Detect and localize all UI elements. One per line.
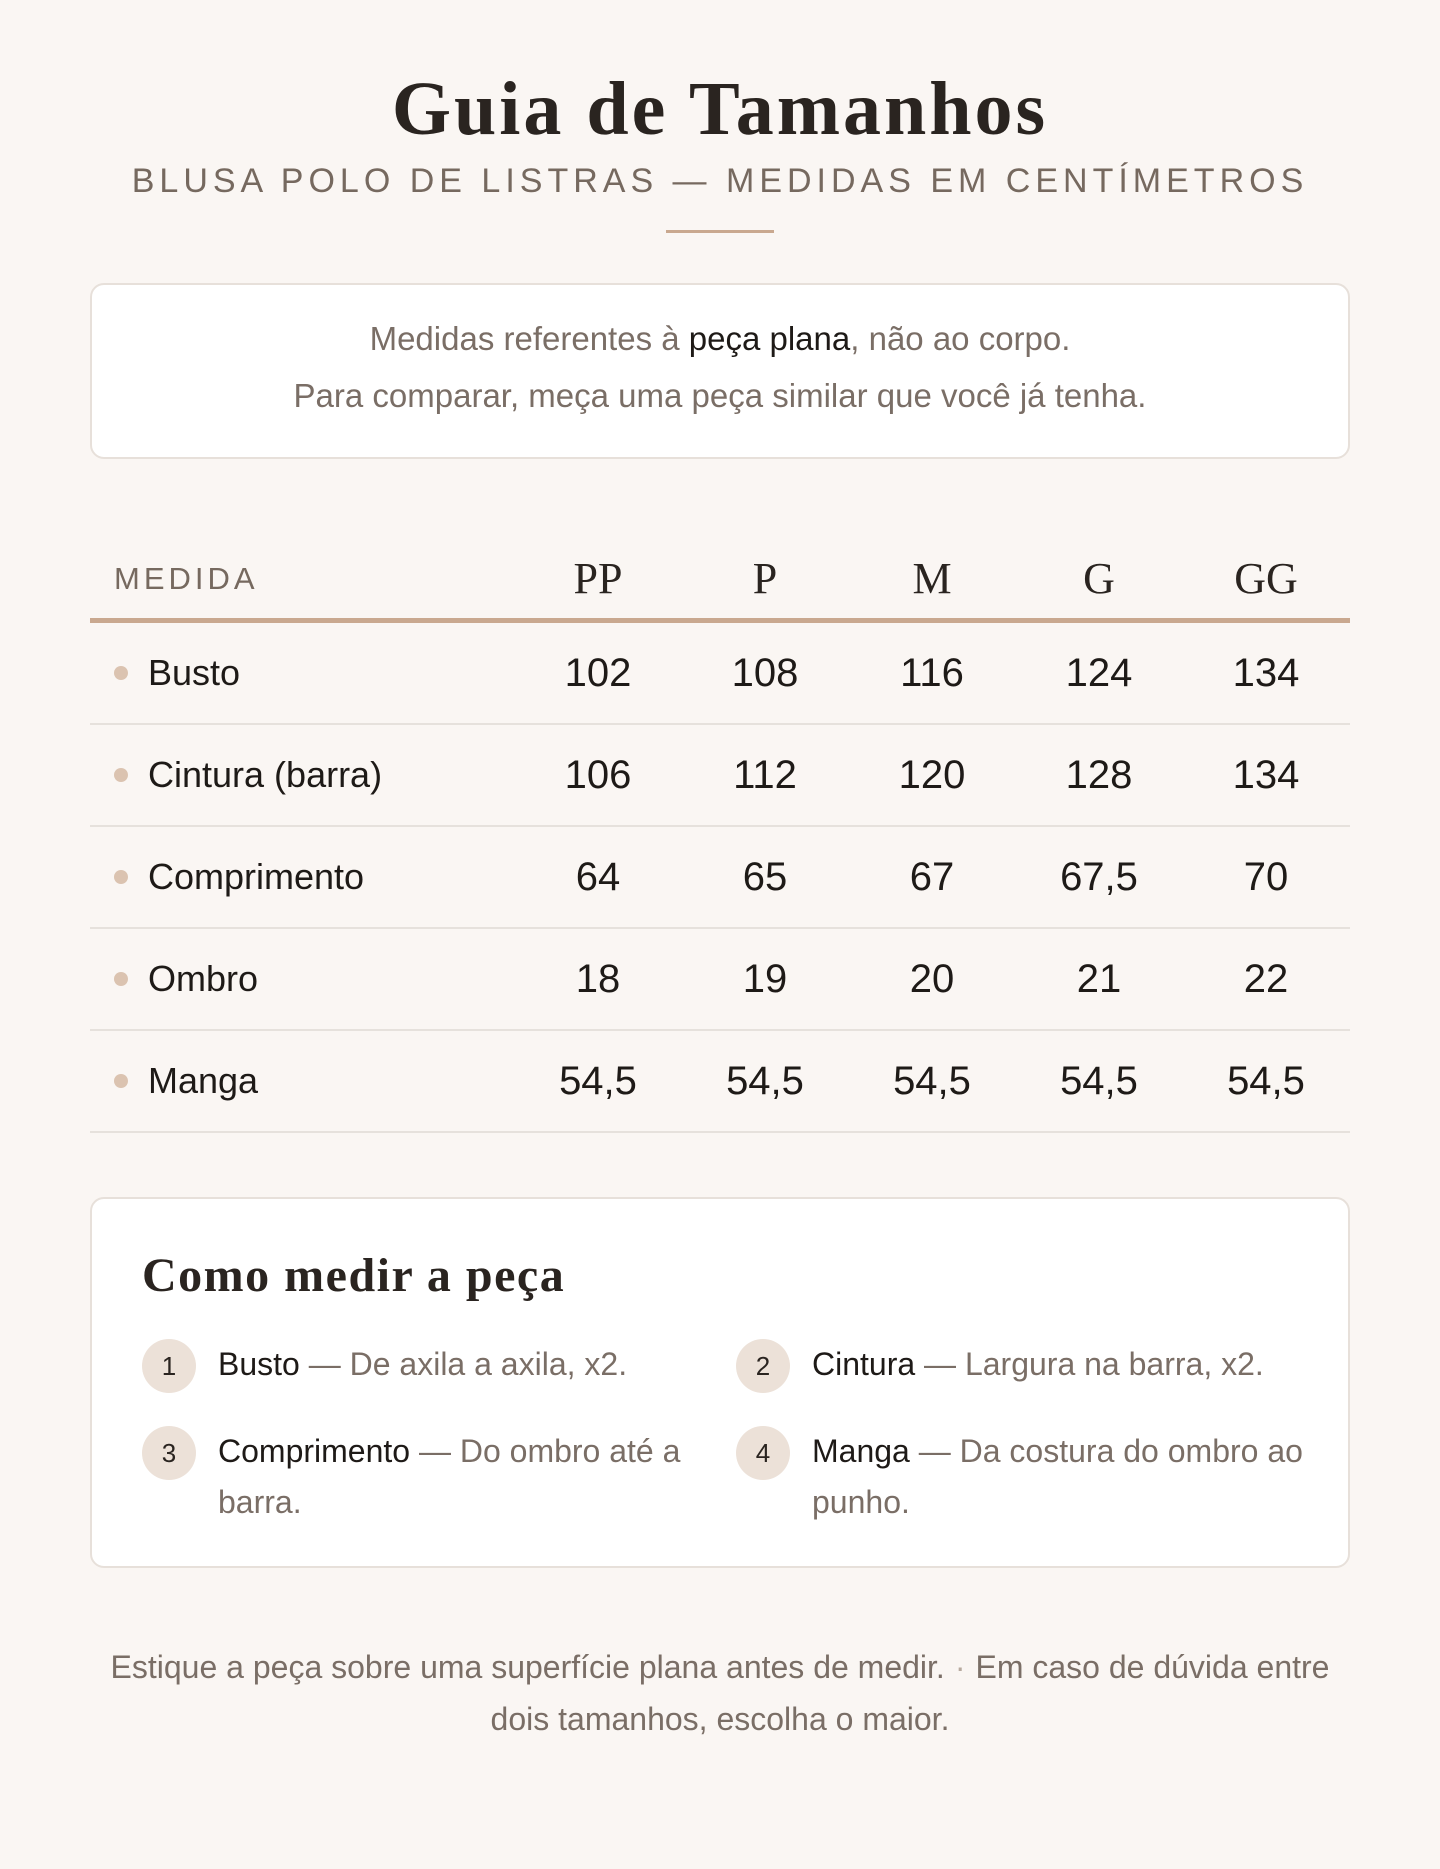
bullet-dot	[114, 666, 128, 680]
column-header-measure: MEDIDA	[114, 561, 259, 596]
column-header-size: M	[912, 554, 952, 603]
table-cell: 21	[1076, 956, 1122, 1001]
row-label	[114, 623, 240, 723]
table-cell: 65	[742, 854, 788, 899]
column-header-size: G	[1083, 554, 1115, 603]
bullet-dot	[114, 1074, 128, 1088]
footer-separator: ·	[954, 1649, 966, 1685]
table-row	[90, 929, 1350, 1031]
how-to-measure-title: Como medir a peça	[142, 1249, 566, 1302]
table-row	[90, 1031, 1350, 1133]
step-number-badge: 4	[736, 1426, 790, 1480]
note-emphasis: peça plana	[688, 320, 851, 357]
footer-note	[90, 1641, 1350, 1745]
step-text	[218, 1426, 718, 1528]
table-cell: 102	[564, 650, 632, 695]
table-cell: 106	[564, 752, 632, 797]
row-label-text: Cintura (barra)	[148, 754, 383, 795]
step-text	[812, 1339, 1312, 1390]
table-row	[90, 623, 1350, 725]
row-label	[114, 1031, 258, 1131]
table-row	[90, 827, 1350, 929]
step-description: — Da costura do ombro ao punho.	[812, 1433, 1303, 1520]
step-key: Cintura	[812, 1346, 916, 1382]
size-table	[90, 515, 1350, 1133]
how-to-measure-card	[90, 1197, 1350, 1568]
row-label-text: Comprimento	[148, 856, 365, 897]
table-cell: 54,5	[559, 1058, 637, 1103]
footer-text: Em caso de dúvida entre dois tamanhos, escolha o maior.	[490, 1649, 1330, 1737]
row-label-text: Manga	[148, 1060, 259, 1101]
table-cell: 112	[733, 752, 797, 797]
table-cell: 54,5	[1227, 1058, 1305, 1103]
note-line-2: Para comparar, meça uma peça similar que você já tenha.	[293, 377, 1147, 414]
step-key: Comprimento	[218, 1433, 411, 1469]
step-number-badge: 1	[142, 1339, 196, 1393]
table-cell: 120	[898, 752, 966, 797]
table-cell: 67	[909, 854, 955, 899]
table-cell: 108	[731, 650, 799, 695]
table-cell: 54,5	[893, 1058, 971, 1103]
table-cell: 19	[742, 956, 788, 1001]
bullet-dot	[114, 768, 128, 782]
column-header-size: PP	[573, 554, 623, 603]
page-title: Guia de Tamanhos	[391, 67, 1049, 151]
table-row	[90, 725, 1350, 827]
note-text: Medidas referentes à	[369, 320, 689, 357]
note-line-1	[92, 319, 1348, 359]
footer-text: Estique a peça sobre uma superfície plana antes de medir.	[110, 1649, 945, 1685]
table-cell: 128	[1065, 752, 1133, 797]
table-cell: 67,5	[1060, 854, 1138, 899]
step-text	[812, 1426, 1312, 1528]
title-divider	[666, 230, 774, 233]
step-description: — Do ombro até a barra.	[218, 1433, 681, 1520]
step-text	[218, 1339, 718, 1390]
row-label	[114, 929, 258, 1029]
table-cell: 116	[900, 650, 964, 695]
column-header-size: P	[752, 554, 778, 603]
table-cell: 54,5	[726, 1058, 804, 1103]
table-cell: 22	[1243, 956, 1289, 1001]
step-key: Manga	[812, 1433, 910, 1469]
table-cell: 64	[575, 854, 621, 899]
table-cell: 20	[909, 956, 955, 1001]
step-description: — Largura na barra, x2.	[915, 1346, 1264, 1382]
table-cell: 18	[575, 956, 621, 1001]
table-cell: 134	[1232, 752, 1300, 797]
page-subtitle: BLUSA POLO DE LISTRAS — MEDIDAS EM CENTÍMETROS	[131, 162, 1309, 200]
row-label	[114, 827, 364, 927]
row-label	[114, 725, 382, 825]
note-text: , não ao corpo.	[850, 320, 1071, 357]
step-number-badge: 2	[736, 1339, 790, 1393]
note-card	[90, 283, 1350, 459]
bullet-dot	[114, 972, 128, 986]
table-header	[90, 515, 1350, 623]
row-label-text: Busto	[148, 652, 241, 693]
table-cell: 70	[1243, 854, 1289, 899]
row-label-text: Ombro	[148, 958, 259, 999]
table-cell: 54,5	[1060, 1058, 1138, 1103]
step-description: — De axila a axila, x2.	[299, 1346, 628, 1382]
bullet-dot	[114, 870, 128, 884]
table-cell: 134	[1232, 650, 1300, 695]
step-number-badge: 3	[142, 1426, 196, 1480]
table-cell: 124	[1065, 650, 1133, 695]
column-header-size: GG	[1234, 554, 1298, 603]
step-key: Busto	[218, 1346, 300, 1382]
